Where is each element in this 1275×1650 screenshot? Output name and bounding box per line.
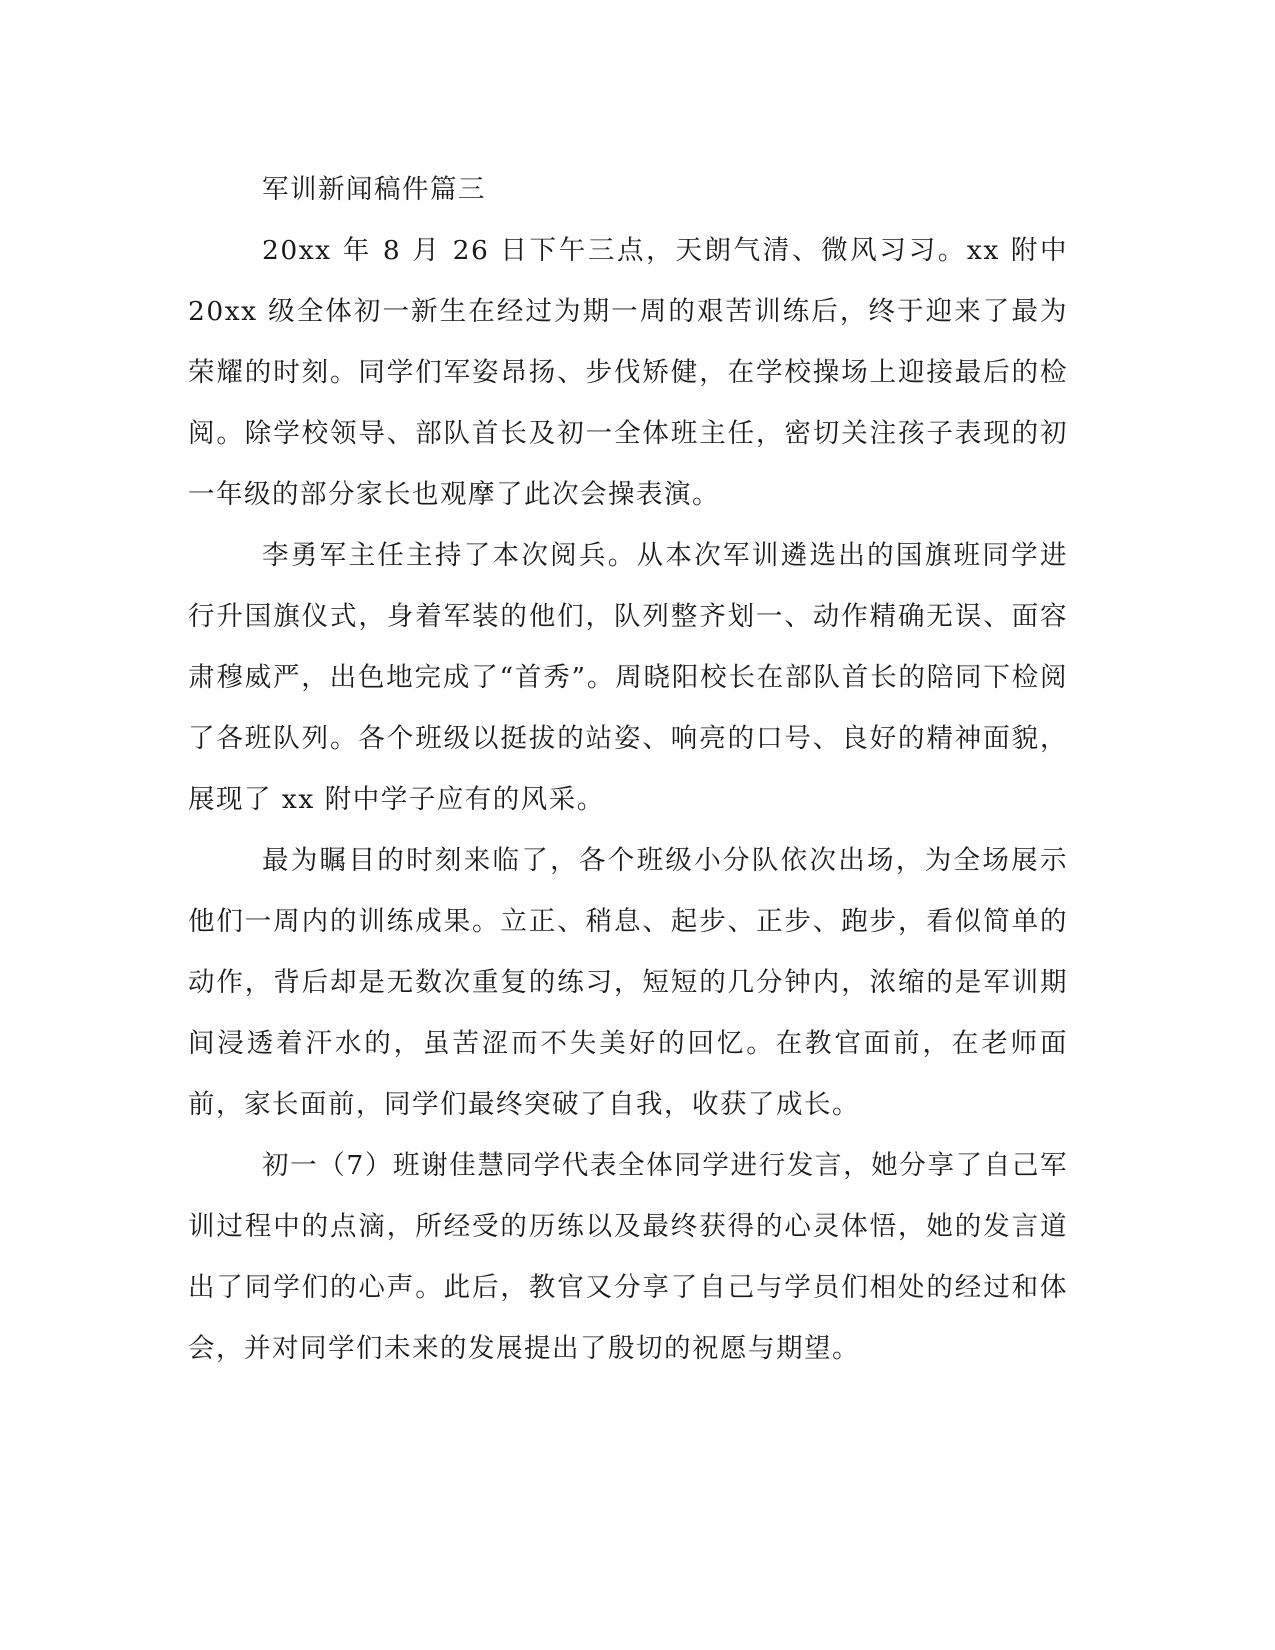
paragraph-3: 最为瞩目的时刻来临了，各个班级小分队依次出场，为全场展示他们一周内的训练成果。立正、稍息、起步、正步、跑步，看似简单的动作，背后却是无数次重复的练习，短短的几分钟内，浓缩的是军训期间浸透着汗水的，虽苦涩而不失美好的回忆。在教官面前，在老师面前，家长面前，同学们最终突破了自我，收获了成长。 bbox=[188, 845, 1068, 1120]
document-body bbox=[188, 160, 1068, 1379]
document-title: 军训新闻稿件篇三 bbox=[262, 174, 486, 205]
paragraph-2: 李勇军主任主持了本次阅兵。从本次军训遴选出的国旗班同学进行升国旗仪式，身着军装的他们，队列整齐划一、动作精确无误、面容肃穆威严，出色地完成了“首秀”。周晓阳校长在部队首长的陪同下检阅了各班队列。各个班级以挺拔的站姿、响亮的口号、良好的精神面貌，展现了 xx 附中学子应有的风采。 bbox=[188, 540, 1068, 815]
paragraph-4: 初一（7）班谢佳慧同学代表全体同学进行发言，她分享了自己军训过程中的点滴，所经受的历练以及最终获得的心灵体悟，她的发言道出了同学们的心声。此后，教官又分享了自己与学员们相处的经过和体会，并对同学们未来的发展提出了殷切的祝愿与期望。 bbox=[188, 1150, 1068, 1364]
paragraph-1: 20xx 年 8 月 26 日下午三点，天朗气清、微风习习。xx 附中 20xx 级全体初一新生在经过为期一周的艰苦训练后，终于迎来了最为荣耀的时刻。同学们军姿昂扬、步伐矫健，在学校操场上迎接最后的检阅。除学校领导、部队首长及初一全体班主任，密切关注孩子表现的初一年级的部分家长也观摩了此次会操表演。 bbox=[188, 235, 1068, 510]
